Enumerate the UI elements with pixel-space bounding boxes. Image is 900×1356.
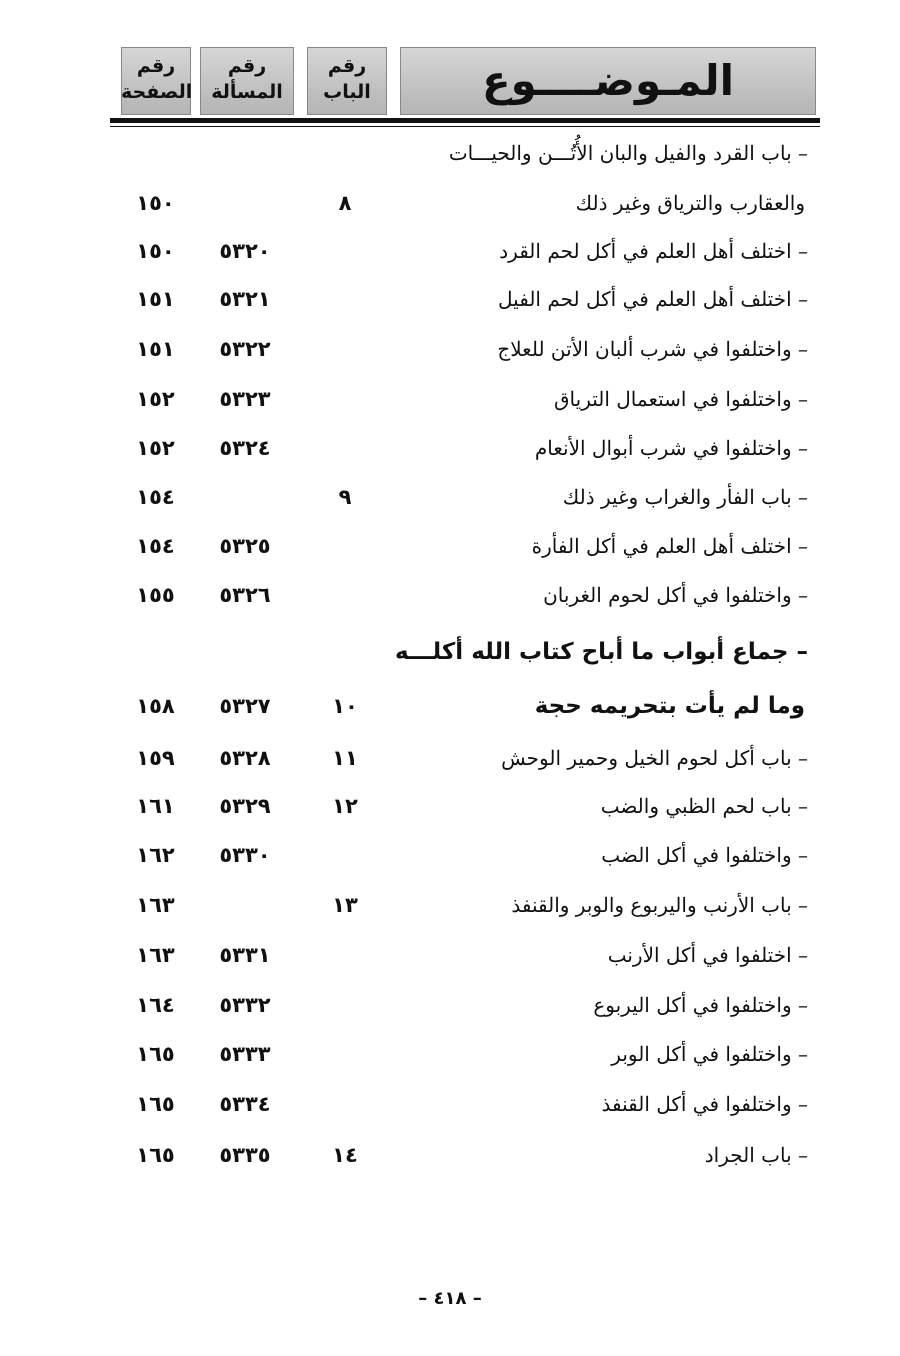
toc-row [0,1135,900,1175]
masala-number: ٥٣٣٠ [219,843,271,867]
bab-number: ١٤ [332,1143,358,1167]
toc-entry-text: – واختلفوا في أكل القنفذ [601,1092,808,1116]
page-number: ١٦٢ [136,843,175,867]
page-number: ١٥٤ [136,485,175,509]
page-number: ١٥٠ [136,239,175,263]
page-number: ١٥١ [136,337,175,361]
bab-number: ١٣ [332,893,358,917]
masala-number: ٥٣٣١ [219,943,271,967]
page-number: ١٥٩ [136,746,175,770]
page-number: ١٥٥ [136,583,175,607]
toc-entry-text: – اختلف أهل العلم في أكل لحم القرد [499,239,808,263]
masala-number: ٥٣٢٨ [219,746,271,770]
toc-entry-text: – واختلفوا في شرب ألبان الأتن للعلاج [497,337,808,361]
toc-entry-text: – باب لحم الظبي والضب [600,794,808,818]
masala-number: ٥٣٣٤ [219,1092,271,1116]
toc-entry-text: – جماع أبواب ما أباح كتاب الله أكلـــه [395,639,808,665]
bab-header-line2: الباب [323,81,371,103]
page-footer-number: – ٤١٨ – [418,1288,482,1309]
masala-number-header [200,47,294,115]
toc-row [0,575,900,615]
page-number: ١٦١ [136,794,175,818]
masala-number: ٥٣٣٢ [219,993,271,1017]
page-number: ١٥٨ [136,694,175,718]
masala-number: ٥٣٢٥ [219,534,271,558]
toc-row [0,477,900,517]
toc-row [0,133,900,173]
toc-entry-text: – باب الفأر والغراب وغير ذلك [562,485,808,509]
toc-row [0,885,900,925]
masala-number: ٥٣٢٢ [219,337,271,361]
toc-entry-text: – واختلفوا في أكل لحوم الغربان [543,583,808,607]
toc-row [0,379,900,419]
page-number: ١٥٢ [136,436,175,460]
page-header-line2: الصفحة [121,81,193,103]
toc-row [0,526,900,566]
page-number: ١٦٥ [136,1143,175,1167]
page-number: ١٥٤ [136,534,175,558]
toc-row [0,786,900,826]
masala-header-line1: رقم [227,55,267,77]
toc-row [0,231,900,271]
toc-row [0,329,900,369]
masala-number: ٥٣٢٩ [219,794,271,818]
page-number: ١٥١ [136,287,175,311]
page-number: ١٥٢ [136,387,175,411]
toc-entry-text: – واختلفوا في استعمال الترياق [554,387,808,411]
toc-row [0,835,900,875]
topic-header: المـوضــــوع [400,47,816,115]
toc-row [0,1084,900,1124]
page-number: ١٦٥ [136,1042,175,1066]
masala-number: ٥٣٢٤ [219,436,271,460]
toc-entry-text: – اختلف أهل العلم في أكل لحم الفيل [498,287,808,311]
page-number: ١٥٠ [136,191,175,215]
toc-row [0,428,900,468]
toc-entry-text: – واختلفوا في أكل اليربوع [593,993,808,1017]
toc-entry-text: – باب الجراد [704,1143,808,1167]
header-rule-thin [110,126,820,127]
page-number: ١٦٣ [136,943,175,967]
toc-row [0,985,900,1025]
toc-row-section-heading [0,686,900,726]
page-header-line1: رقم [136,55,176,77]
page-number: ١٦٣ [136,893,175,917]
page-number: ١٦٥ [136,1092,175,1116]
toc-entry-text: – اختلف أهل العلم في أكل الفأرة [531,534,808,558]
toc-row [0,279,900,319]
toc-row [0,738,900,778]
toc-row [0,935,900,975]
masala-number: ٥٣٢٣ [219,387,271,411]
toc-entry-text: – اختلفوا في أكل الأرنب [607,943,808,967]
page-number-header [121,47,191,115]
bab-number: ٩ [338,485,352,509]
toc-entry-text: وما لم يأت بتحريمه حجة [534,693,805,719]
masala-number: ٥٣٢٧ [219,694,271,718]
masala-number: ٥٣٢١ [219,287,271,311]
masala-number: ٥٣٣٥ [219,1143,271,1167]
masala-number: ٥٣٢٠ [219,239,271,263]
header-rule-thick [110,118,820,123]
bab-number: ١٢ [332,794,358,818]
masala-number: ٥٣٣٣ [219,1042,271,1066]
toc-entry-text: – باب الأرنب واليربوع والوبر والقنفذ [511,893,808,917]
toc-row [0,1034,900,1074]
bab-number: ١١ [332,746,358,770]
bab-header-line1: رقم [327,55,367,77]
bab-number: ٨ [338,191,352,215]
toc-row-section-heading [0,632,900,672]
masala-header-line2: المسألة [211,81,283,103]
toc-entry-text: – باب أكل لحوم الخيل وحمير الوحش [501,746,808,770]
bab-number-header [307,47,387,115]
toc-entry-text: – واختلفوا في أكل الوبر [611,1042,808,1066]
toc-row [0,183,900,223]
toc-entry-text: – واختلفوا في أكل الضب [601,843,808,867]
toc-entry-text: والعقارب والترياق وغير ذلك [575,191,805,215]
masala-number: ٥٣٢٦ [219,583,271,607]
toc-entry-text: – واختلفوا في شرب أبوال الأنعام [534,436,808,460]
toc-entry-text: – باب القرد والفيل والبان الأُتُـــن والحيـــات [448,141,808,165]
bab-number: ١٠ [332,694,358,718]
page-number: ١٦٤ [136,993,175,1017]
